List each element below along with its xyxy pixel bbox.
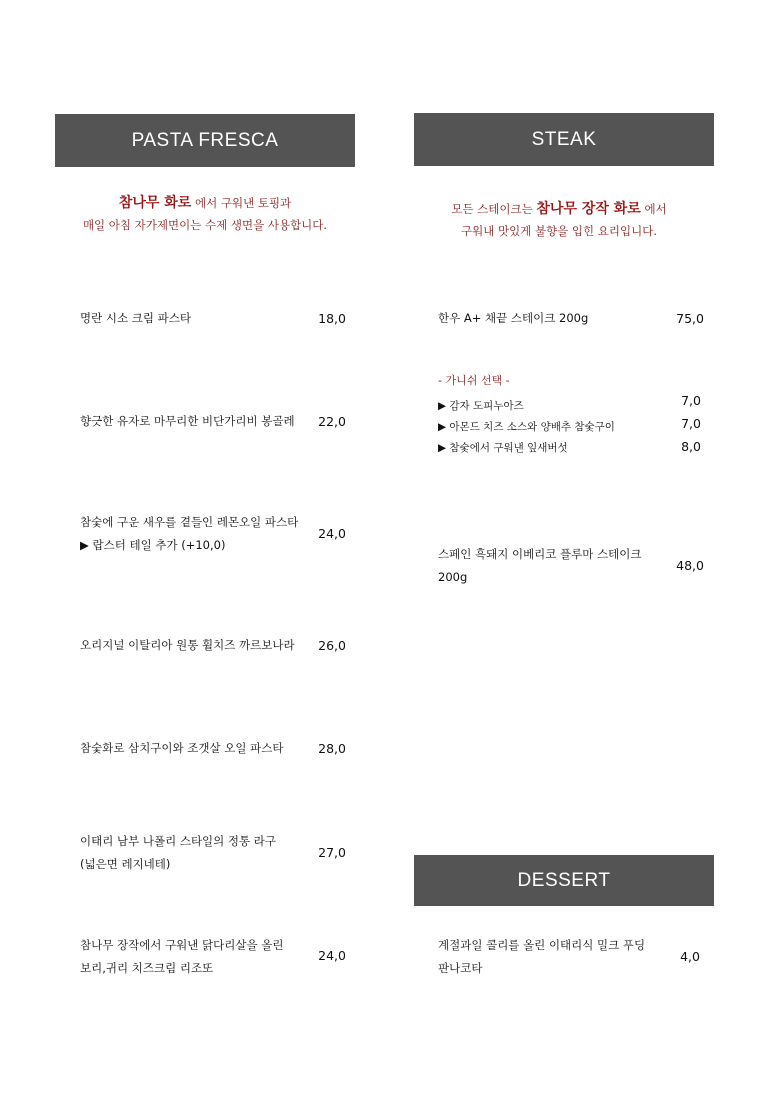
dessert-banner [414,855,714,906]
pasta-item-line1: 이태리 남부 나폴리 스타일의 정통 라구 [80,834,277,848]
pasta-item-name [80,934,320,980]
pasta-item-name [80,410,320,433]
steak-intro-line2: 구워내 맛있게 불향을 입힌 요리입니다. [460,224,658,238]
pasta-item-name [80,511,320,557]
steak-intro-pre: 모든 스테이크는 [451,202,537,216]
pasta-item-line1: 오리지널 이탈리아 원통 휠치즈 까르보나라 [80,638,295,652]
pasta-item-line2: (넓은면 레지네테) [80,857,171,871]
dessert-item-line1: 계절과일 콜리를 올린 이태리식 밀크 푸딩 [438,938,646,952]
pasta-intro-rest: 에서 구워낸 토핑과 [191,196,292,210]
pasta-item-name [80,830,320,876]
steak-intro [414,198,704,242]
pasta-item-price: 18,0 [318,311,346,326]
dessert-title: DESSERT [517,869,611,891]
steak-item-line1: 스페인 흑돼지 이베리코 플루마 스테이크 [438,547,642,561]
steak-banner [414,113,714,166]
steak-intro-bold: 참나무 장작 화로 [536,201,641,217]
pasta-item-line2: ▶ 랍스터 테일 추가 (+10,0) [80,538,226,552]
steak-item-price: 75,0 [676,311,704,326]
pasta-item-line1: 참나무 장작에서 구워낸 닭다리살을 올린 [80,938,284,952]
pasta-item-line2: 보리,귀리 치즈크림 리조또 [80,961,214,975]
steak-item-price: 48,0 [676,558,704,573]
steak-item-line1: 한우 A+ 채끝 스테이크 200g [438,311,589,325]
garnish-price: 7,0 [681,393,701,408]
pasta-item-price: 22,0 [318,414,346,429]
pasta-item-line1: 참숯에 구운 새우를 곁들인 레몬오일 파스타 [80,515,299,529]
garnish-item: ▶ 아몬드 치즈 소스와 양배추 참숯구이 [438,421,615,433]
dessert-item-price: 4,0 [680,949,700,964]
pasta-item-price: 24,0 [318,526,346,541]
pasta-intro [55,192,355,236]
pasta-item-name [80,634,320,657]
pasta-item-line1: 향긋한 유자로 마무리한 비단가리비 봉골레 [80,414,295,428]
pasta-item-line1: 명란 시소 크림 파스타 [80,311,191,325]
pasta-intro-line2: 매일 아침 자가제면이는 수제 생면을 사용합니다. [82,218,328,232]
garnish-title: - 가니쉬 선택 - [438,374,510,387]
garnish-item: ▶ 참숯에서 구워낸 잎새버섯 [438,442,568,454]
pasta-item-price: 26,0 [318,638,346,653]
pasta-item-line1: 참숯화로 삼치구이와 조갯살 오일 파스타 [80,741,284,755]
pasta-item-price: 28,0 [318,741,346,756]
steak-item-line2: 200g [438,570,468,584]
pasta-banner [55,114,355,167]
pasta-item-name [80,307,320,330]
dessert-item-name [438,934,678,980]
dessert-item-line2: 판나코타 [438,961,483,975]
pasta-item-price: 24,0 [318,948,346,963]
pasta-item-price: 27,0 [318,845,346,860]
pasta-title: PASTA FRESCA [131,129,279,151]
steak-item-name [438,307,678,330]
pasta-intro-bold: 참나무 화로 [118,195,192,211]
pasta-item-name [80,737,320,760]
garnish-price: 7,0 [681,416,701,431]
steak-intro-post: 에서 [640,202,667,216]
steak-item-name [438,543,678,589]
steak-title: STEAK [531,128,597,150]
garnish-item: ▶ 감자 도피누아즈 [438,400,524,412]
garnish-price: 8,0 [681,439,701,454]
